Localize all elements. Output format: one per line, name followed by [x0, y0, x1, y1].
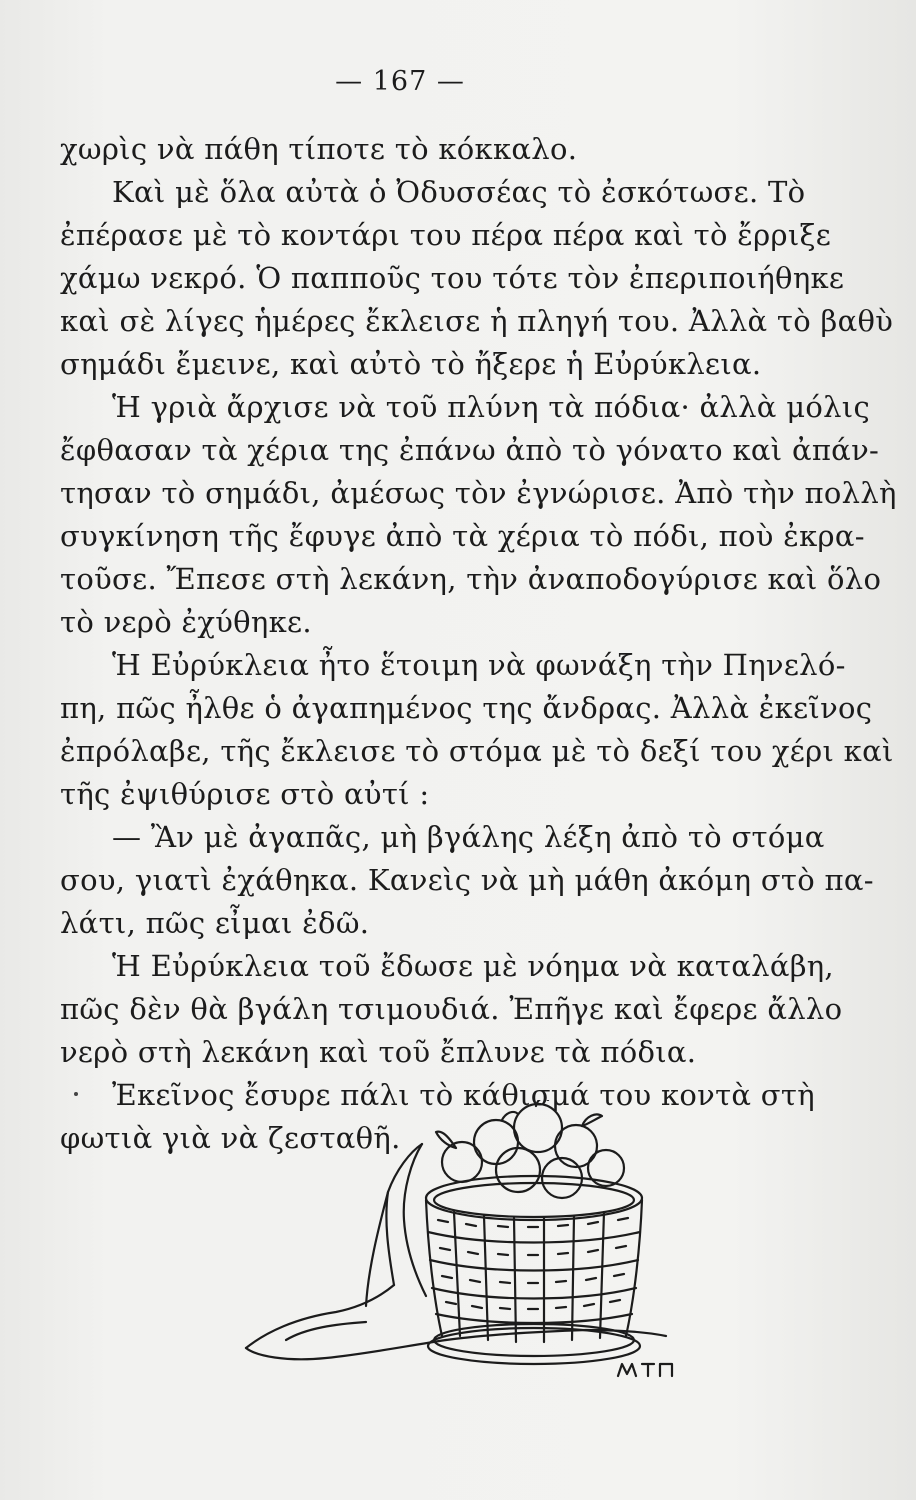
text-line: λάτι, πῶς εἶμαι ἐδῶ. — [60, 906, 370, 940]
text-line: νερὸ στὴ λεκάνη καὶ τοῦ ἔπλυνε τὰ πόδια. — [60, 1035, 697, 1069]
basket-of-fruit-with-cloth-icon — [226, 1100, 686, 1390]
text-line: ἐπέρασε μὲ τὸ κοντάρι του πέρα πέρα καὶ τὸ ἔρριξε — [60, 218, 832, 252]
text-line: χάμω νεκρό. Ὁ παπποῦς του τότε τὸν ἐπεριποιήθηκε — [60, 261, 845, 295]
text-line: Ἡ γριὰ ἄρχισε νὰ τοῦ πλύνη τὰ πόδια· ἀλλὰ μόλις — [112, 390, 870, 424]
text-line: καὶ σὲ λίγες ἡμέρες ἔκλεισε ἡ πληγή του. Ἀλλὰ τὸ βαθὺ — [60, 304, 894, 338]
text-line: Ἐκεῖνος ἔσυρε πάλι τὸ κάθισμά του κοντὰ στὴ — [112, 1078, 815, 1112]
text-line: τῆς ἐψιθύρισε στὸ αὐτί : — [60, 777, 430, 811]
page-number: — 167 — — [335, 66, 465, 97]
text-line: σου, γιατὶ ἐχάθηκα. Κανεὶς νὰ μὴ μάθη ἀκόμη στὸ πα- — [60, 863, 874, 897]
text-line: Ἡ Εὐρύκλεια ἦτο ἕτοιμη νὰ φωνάξη τὴν Πηνελό- — [112, 648, 846, 682]
text-line: τοῦσε. Ἔπεσε στὴ λεκάνη, τὴν ἀναποδογύρισε καὶ ὅλο — [60, 562, 882, 596]
text-line: Ἡ Εὐρύκλεια τοῦ ἔδωσε μὲ νόημα νὰ καταλάβη, — [112, 949, 834, 983]
text-line: τὸ νερὸ ἐχύθηκε. — [60, 605, 312, 639]
text-line: φωτιὰ γιὰ νὰ ζεσταθῆ. — [60, 1121, 401, 1155]
text-line: ἐπρόλαβε, τῆς ἔκλεισε τὸ στόμα μὲ τὸ δεξί του χέρι καὶ — [60, 734, 894, 768]
text-line: χωρὶς νὰ πάθη τίποτε τὸ κόκκαλο. — [60, 132, 578, 166]
text-line: πη, πῶς ἦλθε ὁ ἀγαπημένος της ἄνδρας. Ἀλλὰ ἐκεῖνος — [60, 691, 873, 725]
text-line: Καὶ μὲ ὅλα αὐτὰ ὁ Ὀδυσσέας τὸ ἐσκότωσε. Τὸ — [112, 175, 806, 209]
text-line: σημάδι ἔμεινε, καὶ αὐτὸ τὸ ἤξερε ἡ Εὐρύκλεια. — [60, 347, 762, 381]
text-line: συγκίνηση τῆς ἔφυγε ἀπὸ τὰ χέρια τὸ πόδι, ποὺ ἐκρα- — [60, 519, 865, 553]
text-line: τησαν τὸ σημάδι, ἀμέσως τὸν ἐγνώρισε. Ἀπὸ τὴν πολλὴ — [60, 476, 897, 510]
text-line: — Ἂν μὲ ἀγαπᾶς, μὴ βγάλης λέξη ἀπὸ τὸ στόμα — [112, 820, 825, 854]
ink-dot — [74, 1092, 78, 1096]
body-text — [60, 128, 897, 1160]
text-line: ἔφθασαν τὰ χέρια της ἐπάνω ἀπὸ τὸ γόνατο καὶ ἀπάν- — [60, 433, 880, 467]
text-line: πῶς δὲν θὰ βγάλη τσιμουδιά. Ἐπῆγε καὶ ἔφερε ἄλλο — [60, 992, 843, 1026]
